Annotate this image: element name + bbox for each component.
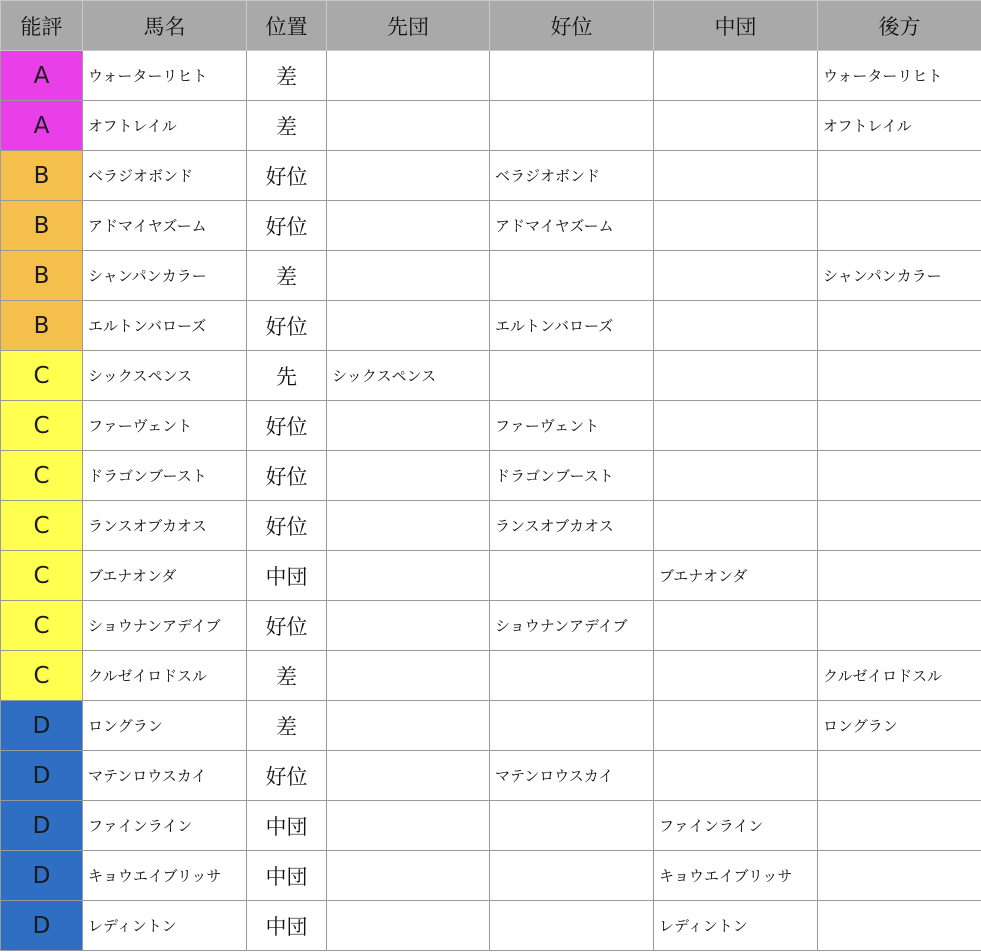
position-cell: 差 [247, 51, 327, 101]
slot-good-position-cell: ファーヴェント [490, 401, 654, 451]
slot-mid-group-cell: ファインライン [654, 801, 818, 851]
horse-name-cell: ファインライン [83, 801, 247, 851]
horse-name-cell: アドマイヤズーム [83, 201, 247, 251]
slot-front-group-cell [327, 901, 490, 951]
slot-rear-cell [818, 501, 981, 551]
slot-front-group-cell [327, 501, 490, 551]
slot-good-position-cell: マテンロウスカイ [490, 751, 654, 801]
table-row [1, 751, 981, 801]
grade-cell: C [1, 401, 83, 451]
slot-good-position-cell [490, 651, 654, 701]
horse-name-cell: オフトレイル [83, 101, 247, 151]
table-row [1, 401, 981, 451]
position-cell: 中団 [247, 801, 327, 851]
slot-mid-group-cell [654, 151, 818, 201]
position-cell: 先 [247, 351, 327, 401]
header-front-group: 先団 [327, 1, 490, 51]
horse-name-cell: ファーヴェント [83, 401, 247, 451]
slot-mid-group-cell [654, 451, 818, 501]
slot-front-group-cell [327, 651, 490, 701]
slot-mid-group-cell: レディントン [654, 901, 818, 951]
slot-front-group-cell [327, 701, 490, 751]
slot-rear-cell [818, 851, 981, 901]
slot-front-group-cell [327, 851, 490, 901]
slot-mid-group-cell [654, 51, 818, 101]
grade-cell: A [1, 101, 83, 151]
table-row [1, 251, 981, 301]
slot-rear-cell [818, 801, 981, 851]
table-row [1, 101, 981, 151]
slot-front-group-cell [327, 151, 490, 201]
position-cell: 好位 [247, 751, 327, 801]
slot-front-group-cell [327, 401, 490, 451]
table-row [1, 651, 981, 701]
slot-front-group-cell [327, 451, 490, 501]
slot-front-group-cell [327, 101, 490, 151]
slot-front-group-cell [327, 801, 490, 851]
slot-rear-cell: ウォーターリヒト [818, 51, 981, 101]
header-row [1, 1, 981, 51]
slot-good-position-cell: ランスオブカオス [490, 501, 654, 551]
slot-good-position-cell [490, 901, 654, 951]
slot-mid-group-cell [654, 351, 818, 401]
grade-cell: B [1, 251, 83, 301]
grade-cell: C [1, 451, 83, 501]
slot-good-position-cell [490, 701, 654, 751]
header-rear: 後方 [818, 1, 981, 51]
slot-mid-group-cell [654, 201, 818, 251]
slot-rear-cell: オフトレイル [818, 101, 981, 151]
horse-name-cell: シックスペンス [83, 351, 247, 401]
slot-front-group-cell [327, 551, 490, 601]
grade-cell: A [1, 51, 83, 101]
position-cell: 好位 [247, 451, 327, 501]
table-row [1, 201, 981, 251]
position-cell: 好位 [247, 401, 327, 451]
grade-cell: C [1, 351, 83, 401]
slot-good-position-cell [490, 551, 654, 601]
horse-name-cell: シャンパンカラー [83, 251, 247, 301]
slot-rear-cell: クルゼイロドスル [818, 651, 981, 701]
grade-cell: C [1, 601, 83, 651]
slot-good-position-cell: アドマイヤズーム [490, 201, 654, 251]
grade-cell: D [1, 901, 83, 951]
slot-good-position-cell: ドラゴンブースト [490, 451, 654, 501]
slot-good-position-cell [490, 801, 654, 851]
header-position: 位置 [247, 1, 327, 51]
horse-name-cell: ドラゴンブースト [83, 451, 247, 501]
slot-front-group-cell [327, 51, 490, 101]
horse-name-cell: ベラジオボンド [83, 151, 247, 201]
table-row [1, 601, 981, 651]
position-cell: 好位 [247, 201, 327, 251]
grade-cell: C [1, 551, 83, 601]
table-row [1, 151, 981, 201]
slot-mid-group-cell [654, 501, 818, 551]
header-mid-group: 中団 [654, 1, 818, 51]
slot-rear-cell [818, 301, 981, 351]
horse-name-cell: ランスオブカオス [83, 501, 247, 551]
grade-cell: C [1, 501, 83, 551]
table-row [1, 851, 981, 901]
grade-cell: B [1, 201, 83, 251]
slot-front-group-cell [327, 301, 490, 351]
horse-name-cell: ブエナオンダ [83, 551, 247, 601]
slot-rear-cell [818, 601, 981, 651]
slot-good-position-cell [490, 351, 654, 401]
position-cell: 好位 [247, 601, 327, 651]
slot-good-position-cell: ショウナンアデイブ [490, 601, 654, 651]
slot-rear-cell: ロングラン [818, 701, 981, 751]
slot-front-group-cell [327, 751, 490, 801]
table-body [1, 51, 981, 951]
table-row [1, 501, 981, 551]
position-cell: 差 [247, 251, 327, 301]
slot-good-position-cell [490, 851, 654, 901]
grade-cell: B [1, 301, 83, 351]
slot-mid-group-cell [654, 601, 818, 651]
slot-good-position-cell [490, 251, 654, 301]
position-cell: 中団 [247, 551, 327, 601]
slot-mid-group-cell [654, 751, 818, 801]
slot-mid-group-cell [654, 401, 818, 451]
slot-front-group-cell [327, 251, 490, 301]
position-cell: 差 [247, 651, 327, 701]
slot-rear-cell [818, 451, 981, 501]
position-cell: 中団 [247, 851, 327, 901]
slot-rear-cell [818, 901, 981, 951]
grade-cell: D [1, 751, 83, 801]
table-row [1, 351, 981, 401]
horse-name-cell: キョウエイブリッサ [83, 851, 247, 901]
slot-mid-group-cell [654, 301, 818, 351]
position-cell: 中団 [247, 901, 327, 951]
grade-cell: D [1, 801, 83, 851]
horse-name-cell: ショウナンアデイブ [83, 601, 247, 651]
slot-rear-cell [818, 151, 981, 201]
horse-name-cell: ロングラン [83, 701, 247, 751]
slot-rear-cell: シャンパンカラー [818, 251, 981, 301]
slot-mid-group-cell [654, 101, 818, 151]
table-row [1, 451, 981, 501]
slot-rear-cell [818, 201, 981, 251]
position-cell: 差 [247, 101, 327, 151]
header-good-position: 好位 [490, 1, 654, 51]
table-row [1, 301, 981, 351]
slot-front-group-cell: シックスペンス [327, 351, 490, 401]
slot-good-position-cell [490, 101, 654, 151]
slot-front-group-cell [327, 201, 490, 251]
position-cell: 好位 [247, 501, 327, 551]
header-horse-name: 馬名 [83, 1, 247, 51]
table-row [1, 701, 981, 751]
table-row [1, 51, 981, 101]
slot-good-position-cell [490, 51, 654, 101]
slot-mid-group-cell [654, 251, 818, 301]
slot-rear-cell [818, 401, 981, 451]
position-cell: 好位 [247, 151, 327, 201]
slot-mid-group-cell [654, 701, 818, 751]
horse-name-cell: マテンロウスカイ [83, 751, 247, 801]
grade-cell: D [1, 701, 83, 751]
slot-good-position-cell: ベラジオボンド [490, 151, 654, 201]
table-row [1, 801, 981, 851]
table-row [1, 551, 981, 601]
grade-cell: B [1, 151, 83, 201]
slot-mid-group-cell: ブエナオンダ [654, 551, 818, 601]
horse-name-cell: レディントン [83, 901, 247, 951]
grade-cell: C [1, 651, 83, 701]
horse-name-cell: ウォーターリヒト [83, 51, 247, 101]
position-cell: 差 [247, 701, 327, 751]
horse-name-cell: エルトンバローズ [83, 301, 247, 351]
slot-rear-cell [818, 351, 981, 401]
position-cell: 好位 [247, 301, 327, 351]
grade-cell: D [1, 851, 83, 901]
slot-front-group-cell [327, 601, 490, 651]
slot-rear-cell [818, 751, 981, 801]
slot-good-position-cell: エルトンバローズ [490, 301, 654, 351]
slot-rear-cell [818, 551, 981, 601]
slot-mid-group-cell: キョウエイブリッサ [654, 851, 818, 901]
slot-mid-group-cell [654, 651, 818, 701]
table-row [1, 901, 981, 951]
horse-name-cell: クルゼイロドスル [83, 651, 247, 701]
header-grade: 能評 [1, 1, 83, 51]
